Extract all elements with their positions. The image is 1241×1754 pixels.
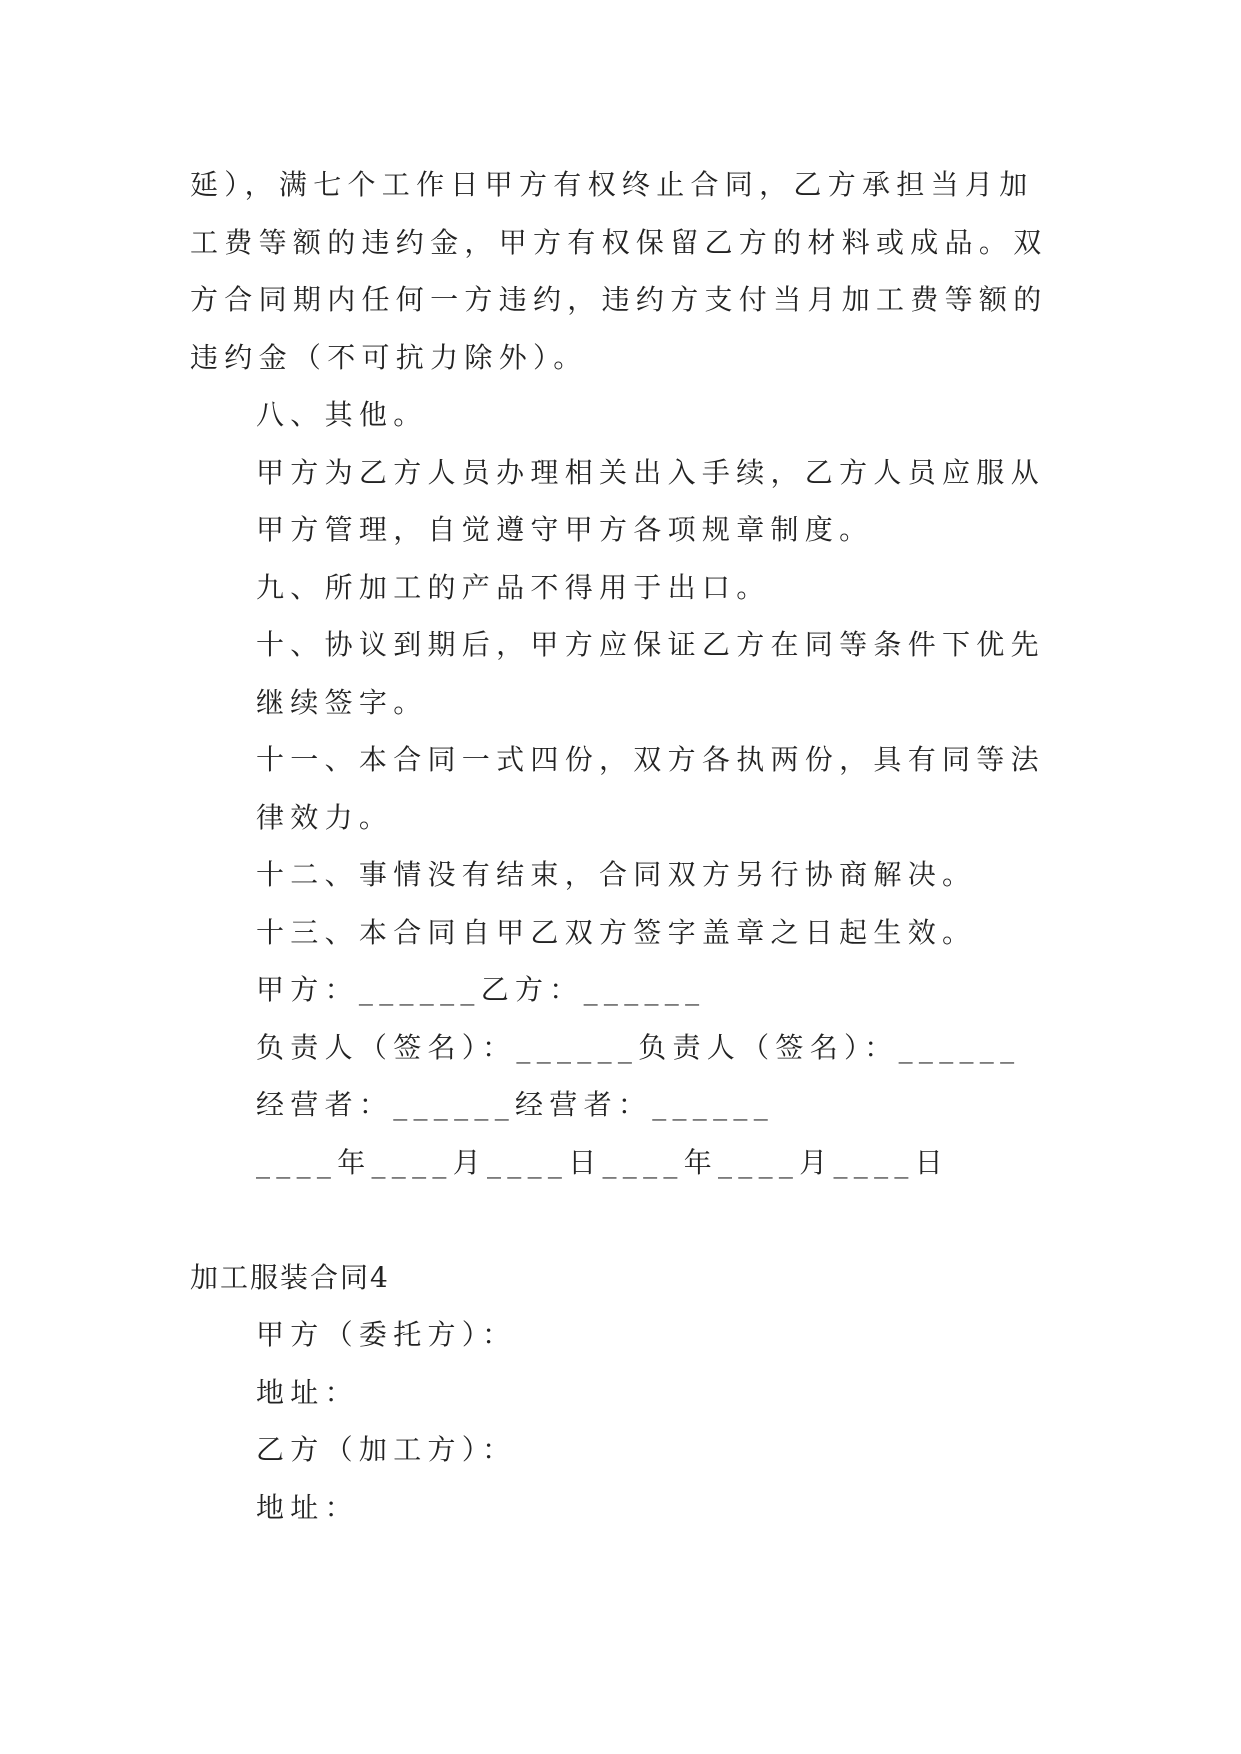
party-a-field: 甲方（委托方）： (256, 1318, 517, 1351)
party-a-address-field: 地址： (256, 1375, 359, 1409)
clause-eleven: 十一、本合同一式四份，双方各执两份，具有同等法律效力。 (256, 743, 1045, 834)
clause-ten: 十、协议到期后，甲方应保证乙方在同等条件下优先继续签字。 (256, 628, 1045, 719)
clause-eight-heading: 八、其他。 (256, 398, 428, 431)
signature-operator-line: 经营者：______经营者：______ (256, 1088, 775, 1121)
clause-thirteen: 十三、本合同自甲乙双方签字盖章之日起生效。 (256, 915, 977, 949)
signature-responsible-line: 负责人（签名）：______负责人（签名）：______ (256, 1030, 1021, 1064)
contract-paragraph-breach: 延），满七个工作日甲方有权终止合同，乙方承担当月加工费等额的违约金，甲方有权保留乙方的材料或成品。双方合同期内任何一方违约，违约方支付当月加工费等额的违约金（不可抗力除外）。 (190, 168, 1048, 374)
document-body (190, 156, 1050, 1536)
signature-parties-line: 甲方：______乙方：______ (256, 973, 706, 1006)
section-title: 加工服装合同4 (190, 1260, 390, 1294)
signature-date-line: ____年____月____日____年____月____日 (256, 1145, 950, 1179)
clause-nine: 九、所加工的产品不得用于出口。 (256, 570, 771, 604)
clause-twelve: 十二、事情没有结束，合同双方另行协商解决。 (256, 858, 977, 891)
clause-eight-text: 甲方为乙方人员办理相关出入手续，乙方人员应服从甲方管理，自觉遵守甲方各项规章制度。 (256, 455, 1045, 546)
section-spacer (190, 1191, 1050, 1249)
party-b-address-field: 地址： (256, 1490, 359, 1524)
party-b-field: 乙方（加工方）： (256, 1433, 517, 1466)
